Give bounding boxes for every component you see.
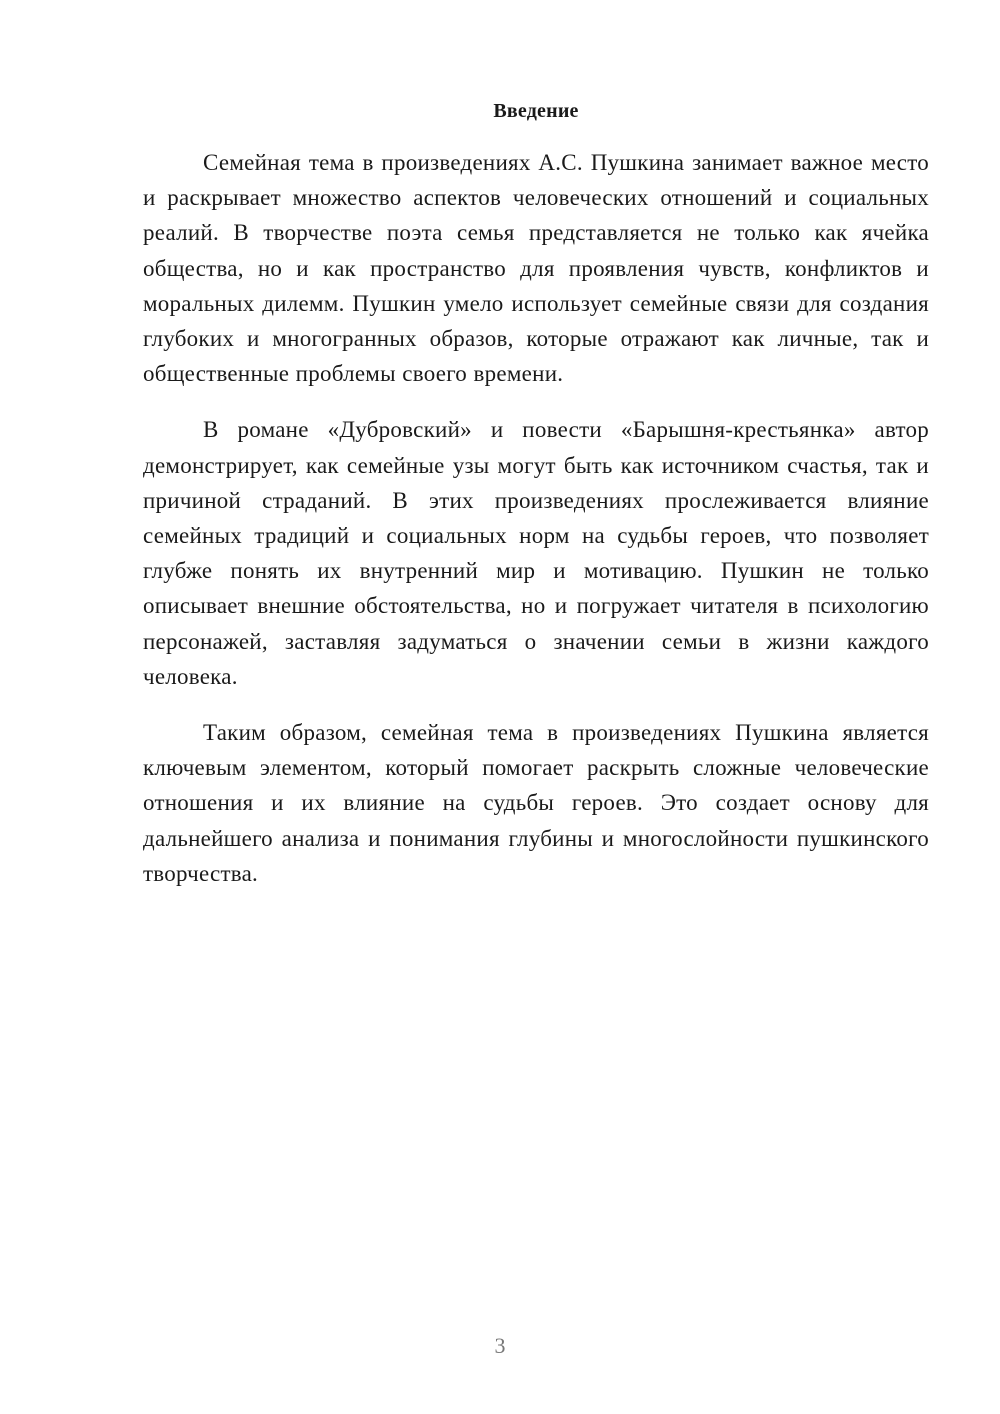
paragraph-2: В романе «Дубровский» и повести «Барышня-крестьянка» автор демонстрирует, как семейные узы могут быть как источником счастья, так и причиной страданий. В этих произведениях прослеживается влияние семейных традиций и социальных норм на судьбы героев, что позволяет глубже понять их внутренний мир и мотивацию. Пушкин не только описывает внешние обстоятельства, но и погружает читателя в психологию персонажей, заставляя задуматься о значении семьи в жизни каждого человека. <box>143 417 929 689</box>
paragraph-3: Таким образом, семейная тема в произведениях Пушкина является ключевым элементом, который помогает раскрыть сложные человеческие отношения и их влияние на судьбы героев. Это создает основу для дальнейшего анализа и понимания глубины и многослойности пушкинского творчества. <box>143 720 929 886</box>
paragraph-1: Семейная тема в произведениях А.С. Пушкина занимает важное место и раскрывает множество аспектов человеческих отношений и социальных реалий. В творчестве поэта семья представляется не только как ячейка общества, но и как пространство для проявления чувств, конфликтов и моральных дилемм. Пушкин умело использует семейные связи для создания глубоких и многогранных образов, которые отражают как личные, так и общественные проблемы своего времени. <box>143 150 929 387</box>
section-heading: Введение <box>493 100 579 122</box>
page-content <box>143 97 929 912</box>
page-number: 3 <box>494 1333 506 1358</box>
